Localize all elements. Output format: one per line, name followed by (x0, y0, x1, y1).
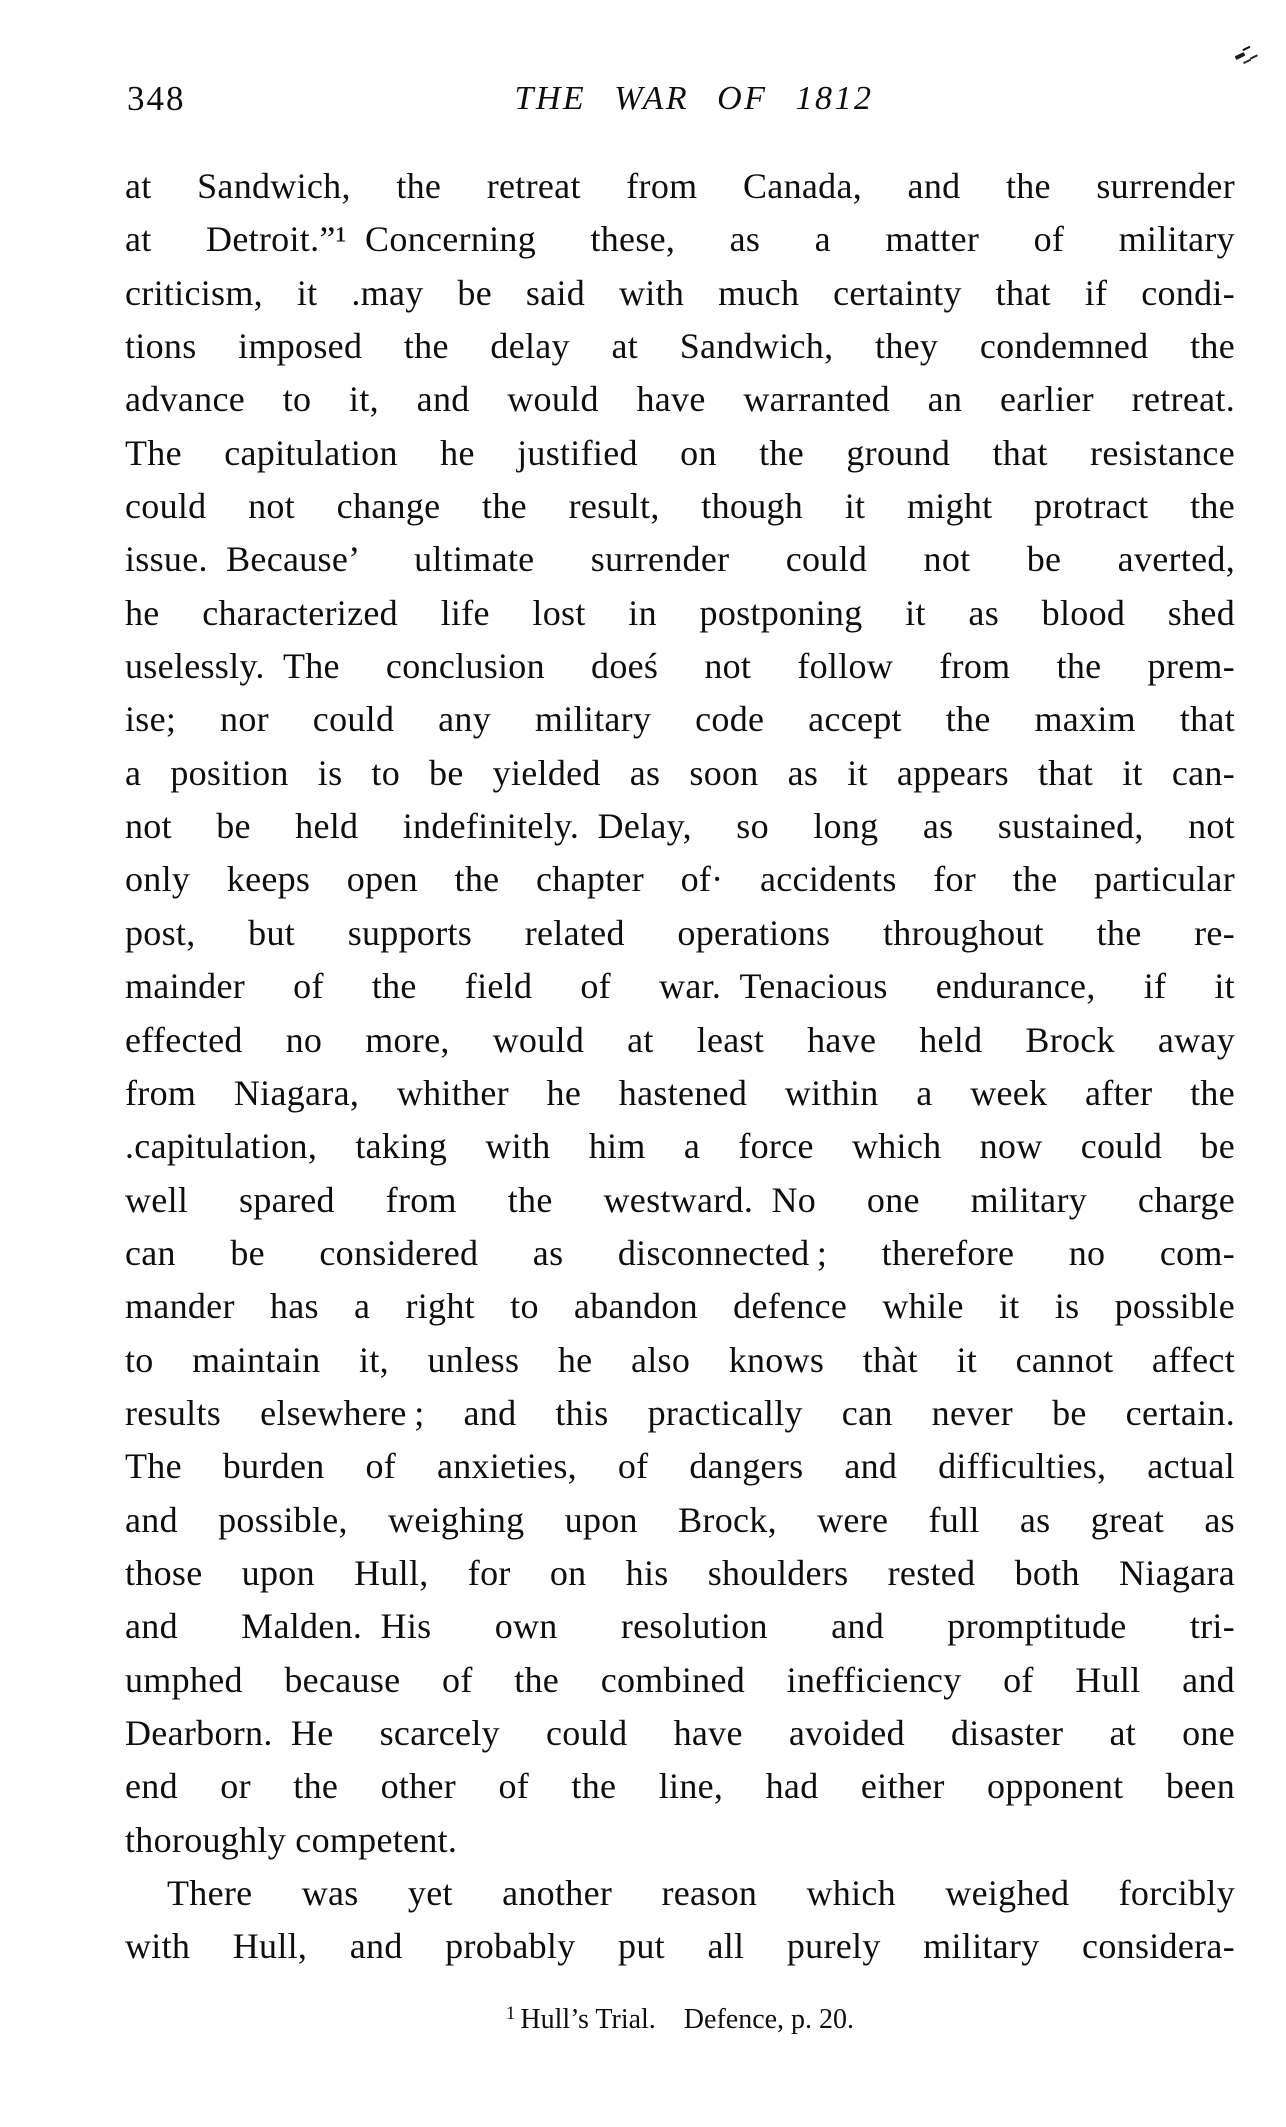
text-line: .capitulation, taking with him a force which now could be (125, 1126, 1235, 1167)
running-title: THE WAR OF 1812 (514, 80, 874, 117)
body-text (125, 160, 1235, 1974)
text-line: There was yet another reason which weighed forcibly (167, 1873, 1235, 1913)
text-line: well spared from the westward. No one military charge (125, 1179, 1235, 1220)
text-line: effected no more, would at least have held Brock away (125, 1019, 1235, 1060)
page-number: 348 (127, 79, 186, 118)
text-line: from Niagara, whither he hastened within a week after the (125, 1072, 1235, 1113)
page-header (125, 78, 1235, 122)
text-line: ise; nor could any military code accept the maxim that (125, 699, 1235, 740)
text-line: advance to it, and would have warranted an earlier retreat. (125, 379, 1235, 420)
text-line: only keeps open the chapter of· accidents for the particular (125, 859, 1235, 900)
ink-speck (1233, 48, 1251, 68)
text-line: can be considered as disconnected ; therefore no com- (125, 1232, 1235, 1273)
text-line: The capitulation he justified on the ground that resistance (125, 432, 1235, 473)
text-line: with Hull, and probably put all purely military considera- (125, 1926, 1235, 1967)
text-line: results elsewhere ; and this practically can never be certain. (125, 1392, 1235, 1433)
text-line: and possible, weighing upon Brock, were full as great as (125, 1499, 1235, 1540)
text-line: a position is to be yielded as soon as it appears that it can- (125, 752, 1235, 793)
text-line: tions imposed the delay at Sandwich, they condemned the (125, 326, 1235, 367)
text-line: mander has a right to abandon defence while it is possible (125, 1286, 1235, 1327)
text-line: to maintain it, unless he also knows thàt it cannot affect (125, 1339, 1235, 1380)
text-line: Dearborn. He scarcely could have avoided disaster at one (125, 1712, 1235, 1753)
text-line: he characterized life lost in postponing it as blood shed (125, 592, 1235, 633)
text-line: at Detroit.”¹ Concerning these, as a matter of military (125, 219, 1235, 260)
text-line: mainder of the field of war. Tenacious endurance, if it (125, 966, 1235, 1007)
text-line: The burden of anxieties, of dangers and difficulties, actual (125, 1446, 1235, 1487)
text-line: could not change the result, though it might protract the (125, 486, 1235, 527)
text-line: thoroughly competent. (125, 1819, 458, 1860)
text-line: umphed because of the combined inefficiency of Hull and (125, 1659, 1235, 1700)
text-line: those upon Hull, for on his shoulders rested both Niagara (125, 1552, 1235, 1593)
text-line: uselessly. The conclusion doeś not follow from the prem- (125, 646, 1235, 687)
text-line: and Malden. His own resolution and promptitude tri- (125, 1606, 1235, 1647)
text-line: at Sandwich, the retreat from Canada, and the surrender (125, 166, 1235, 206)
footnote-marker: 1 (505, 2003, 516, 2024)
text-line: end or the other of the line, had either opponent been (125, 1766, 1235, 1807)
footnote-text: Hull’s Trial. Defence, p. 20. (520, 2004, 855, 2035)
text-line: not be held indefinitely. Delay, so long as sustained, not (125, 806, 1235, 847)
text-line: post, but supports related operations throughout the re- (125, 912, 1235, 953)
text-line: criticism, it .may be said with much certainty that if condi- (125, 272, 1235, 313)
text-line: issue. Because’ ultimate surrender could not be averted, (125, 539, 1235, 580)
footnote (125, 1993, 1235, 2041)
